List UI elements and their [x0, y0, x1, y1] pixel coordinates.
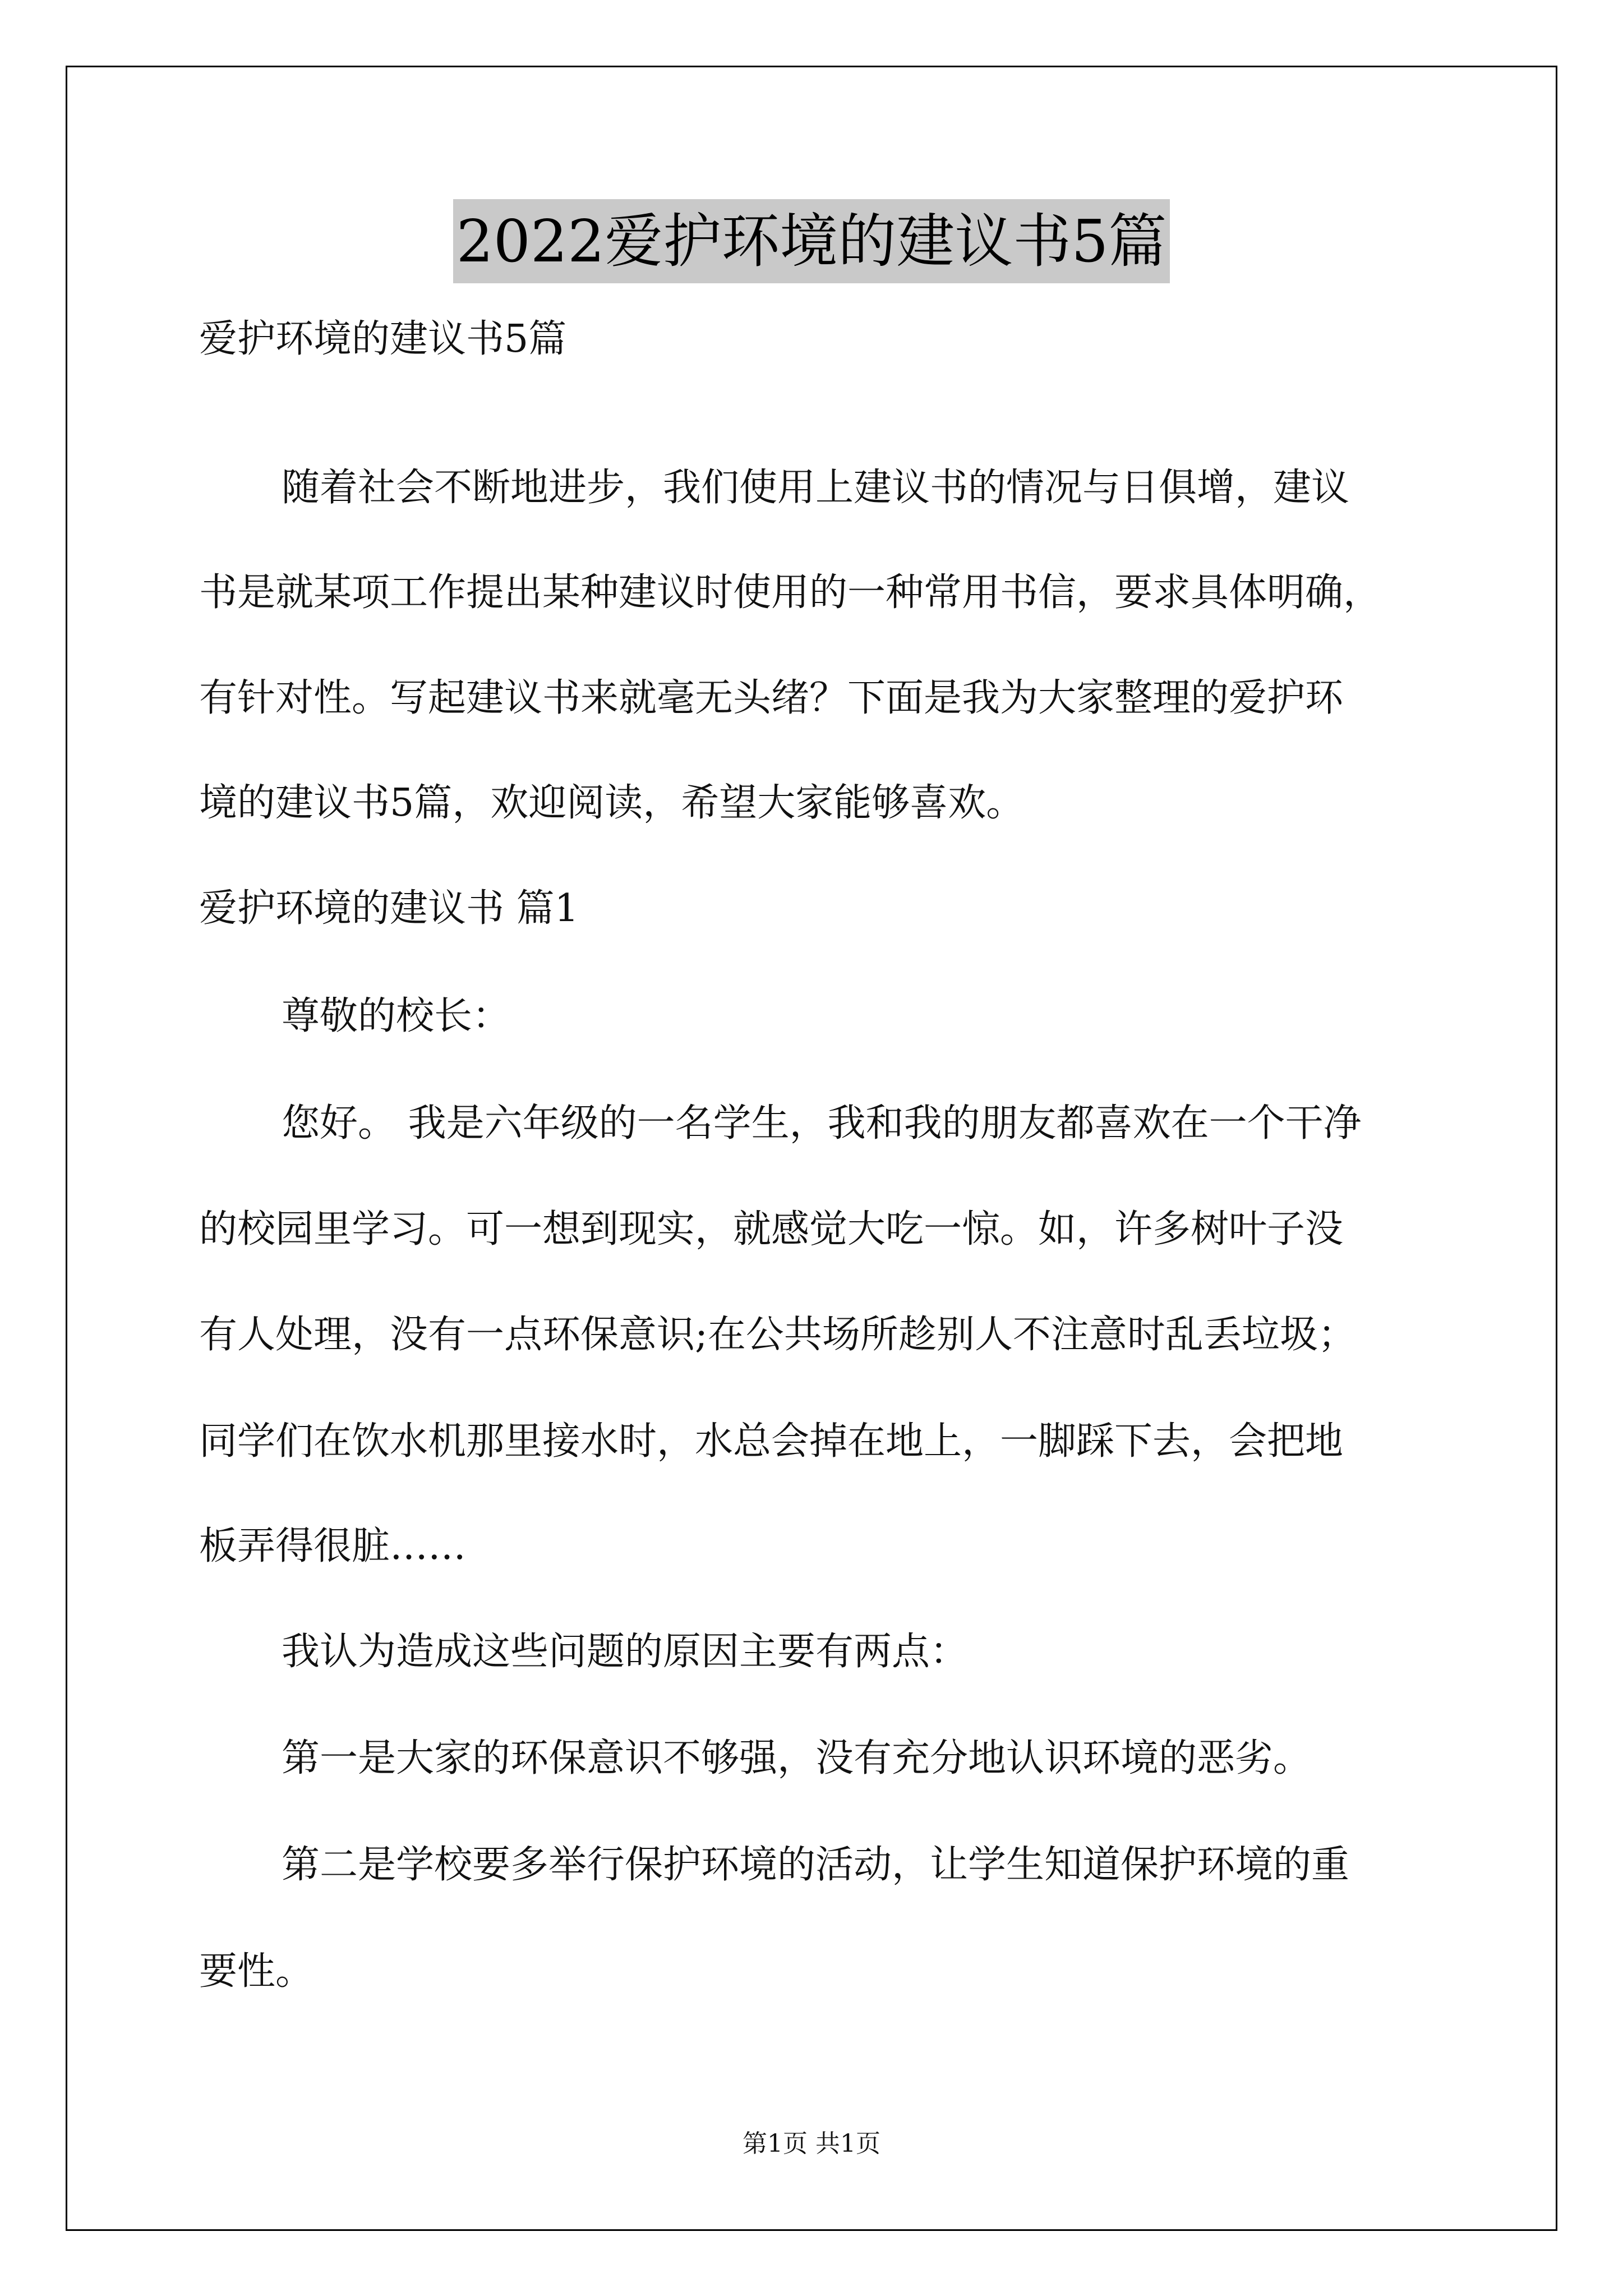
paragraph-line: 有针对性。写起建议书来就毫无头绪？下面是我为大家整理的爱护环 [199, 676, 1344, 720]
paragraph-line: 有人处理，没有一点环保意识;在公共场所趁别人不注意时乱丢垃圾； [199, 1313, 1356, 1357]
document-title: 2022爱护环境的建议书5篇 [453, 199, 1170, 283]
subtitle-line: 爱护环境的建议书5篇 [199, 317, 567, 361]
paragraph-line: 我认为造成这些问题的原因主要有两点： [282, 1630, 969, 1674]
paragraph-line: 的校园里学习。可一想到现实，就感觉大吃一惊。如，许多树叶子没 [199, 1207, 1344, 1251]
paragraph-line: 要性。 [199, 1949, 314, 1994]
paragraph-line: 书是就某项工作提出某种建议时使用的一种常用书信，要求具体明确， [199, 570, 1382, 615]
paragraph-line: 板弄得很脏…… [199, 1524, 467, 1568]
section-heading: 爱护环境的建议书 篇1 [199, 886, 579, 931]
paragraph-line: 同学们在饮水机那里接水时，水总会掉在地上，一脚踩下去，会把地 [199, 1419, 1344, 1464]
paragraph-line: 境的建议书5篇，欢迎阅读，希望大家能够喜欢。 [199, 781, 1025, 825]
salutation-line: 尊敬的校长： [282, 994, 511, 1038]
paragraph-line: 随着社会不断地进步，我们使用上建议书的情况与日俱增，建议 [282, 466, 1350, 510]
paragraph-line: 您好。 我是六年级的一名学生，我和我的朋友都喜欢在一个干净 [282, 1101, 1362, 1145]
paragraph-line: 第二是学校要多举行保护环境的活动，让学生知道保护环境的重 [282, 1843, 1350, 1887]
title-container [0, 199, 1623, 283]
paragraph-line: 第一是大家的环保意识不够强，没有充分地认识环境的恶劣。 [282, 1736, 1312, 1780]
page-footer: 第1页 共1页 [743, 2129, 880, 2158]
